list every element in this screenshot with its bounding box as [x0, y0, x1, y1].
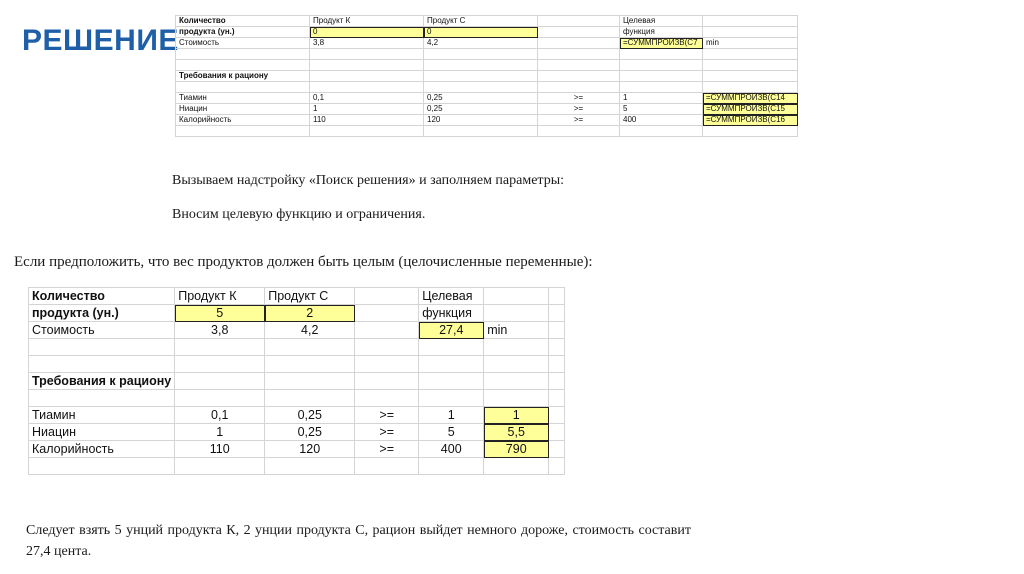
- table-cell: [549, 373, 565, 390]
- table-cell: Ниацин: [29, 424, 175, 441]
- table-cell: [703, 60, 798, 71]
- table-cell: Стоимость: [29, 322, 175, 339]
- table-cell: [484, 373, 549, 390]
- table-row: [29, 390, 565, 407]
- table-cell: [29, 458, 175, 475]
- table-cell: [484, 356, 549, 373]
- table-cell: 1: [484, 407, 549, 424]
- table-cell: 0: [424, 27, 538, 38]
- table-cell: >=: [538, 104, 620, 115]
- table-cell: [538, 16, 620, 27]
- table-cell: [355, 288, 419, 305]
- conclusion-text: Следует взять 5 унций продукта К, 2 унции продукта С, рацион выйдет немного дороже, стоимость составит 27,4 цента.: [26, 523, 691, 559]
- table-cell: [484, 339, 549, 356]
- table-cell: [419, 339, 484, 356]
- table-cell: [549, 288, 565, 305]
- table-cell: [703, 27, 798, 38]
- table-cell: 0,25: [265, 407, 355, 424]
- table-cell: 400: [620, 115, 703, 126]
- table-cell: min: [484, 322, 549, 339]
- table-cell: [355, 390, 419, 407]
- table-cell: [424, 71, 538, 82]
- table-cell: [424, 82, 538, 93]
- table-cell: Продукт К: [310, 16, 424, 27]
- table-cell: Продукт С: [424, 16, 538, 27]
- table-cell: [549, 305, 565, 322]
- table-cell: [175, 373, 265, 390]
- table-cell: функция: [620, 27, 703, 38]
- table-cell: [265, 356, 355, 373]
- table-row: [29, 407, 565, 424]
- table-cell: [29, 390, 175, 407]
- table-cell: [703, 126, 798, 137]
- table-cell: [484, 390, 549, 407]
- table-cell: [703, 16, 798, 27]
- table-cell: 4,2: [265, 322, 355, 339]
- table-cell: [549, 390, 565, 407]
- table-cell: [424, 49, 538, 60]
- table-cell: [419, 373, 484, 390]
- table-row: [29, 305, 565, 322]
- table-cell: продукта (ун.): [29, 305, 175, 322]
- table-cell: Ниацин: [176, 104, 310, 115]
- table-cell: 120: [424, 115, 538, 126]
- table-row: [29, 288, 565, 305]
- table-cell: 400: [419, 441, 484, 458]
- table-cell: [419, 390, 484, 407]
- table-cell: [355, 339, 419, 356]
- table-cell: [29, 339, 175, 356]
- table-cell: >=: [538, 93, 620, 104]
- table-row: [29, 339, 565, 356]
- table-cell: [538, 60, 620, 71]
- table-row: [176, 49, 798, 60]
- table-cell: 1: [419, 407, 484, 424]
- table-cell: [538, 71, 620, 82]
- table-cell: Требования к рациону: [176, 71, 310, 82]
- table-cell: [265, 390, 355, 407]
- table-cell: Продукт С: [265, 288, 355, 305]
- table-cell: [424, 126, 538, 137]
- table-cell: [620, 60, 703, 71]
- table-cell: =СУММПРОИЗВ(C15: [703, 104, 798, 115]
- table-cell: 1: [310, 104, 424, 115]
- table-cell: [549, 356, 565, 373]
- table-cell: [355, 373, 419, 390]
- instruction-text: Вызываем надстройку «Поиск решения» и заполняем параметры:: [172, 173, 564, 188]
- table-row: [29, 373, 565, 390]
- table-cell: [549, 441, 565, 458]
- integer-assumption-text: Если предположить, что вес продуктов должен быть целым (целочисленные переменные):: [14, 254, 593, 270]
- table-row: [29, 356, 565, 373]
- table-cell: Целевая: [620, 16, 703, 27]
- table-cell: Тиамин: [176, 93, 310, 104]
- table-cell: Требования к рациону: [29, 373, 175, 390]
- table-cell: [355, 356, 419, 373]
- table-cell: [538, 38, 620, 49]
- table-cell: 3,8: [175, 322, 265, 339]
- table-cell: [549, 322, 565, 339]
- table-cell: 5,5: [484, 424, 549, 441]
- table-cell: [419, 356, 484, 373]
- table-cell: [355, 458, 419, 475]
- table-cell: [620, 71, 703, 82]
- table-cell: [265, 373, 355, 390]
- table-row: [176, 16, 798, 27]
- table-cell: [538, 126, 620, 137]
- table-cell: 1: [175, 424, 265, 441]
- table-cell: [310, 60, 424, 71]
- table-cell: [175, 339, 265, 356]
- table-cell: 27,4: [419, 322, 484, 339]
- table-cell: [310, 126, 424, 137]
- table-cell: [538, 49, 620, 60]
- table-cell: [620, 126, 703, 137]
- table-cell: 4,2: [424, 38, 538, 49]
- table-cell: 0: [310, 27, 424, 38]
- table-cell: Тиамин: [29, 407, 175, 424]
- table-row: [29, 322, 565, 339]
- table-row: [176, 27, 798, 38]
- table-cell: [176, 126, 310, 137]
- table-cell: 790: [484, 441, 549, 458]
- table-cell: [265, 458, 355, 475]
- table-cell: функция: [419, 305, 484, 322]
- table-cell: >=: [355, 407, 419, 424]
- table-cell: [310, 71, 424, 82]
- table-cell: [176, 49, 310, 60]
- table-cell: [620, 82, 703, 93]
- table-cell: 5: [620, 104, 703, 115]
- table-cell: 110: [175, 441, 265, 458]
- table-cell: >=: [355, 441, 419, 458]
- table-cell: [310, 49, 424, 60]
- table-cell: 5: [175, 305, 265, 322]
- table-cell: 0,1: [310, 93, 424, 104]
- table-cell: Количество: [176, 16, 310, 27]
- table-cell: [549, 458, 565, 475]
- table-cell: [355, 305, 419, 322]
- table-cell: [538, 82, 620, 93]
- table-row: [176, 126, 798, 137]
- table-cell: >=: [355, 424, 419, 441]
- table-cell: [29, 356, 175, 373]
- table-cell: 120: [265, 441, 355, 458]
- table-cell: [355, 322, 419, 339]
- instruction-text-2: Вносим целевую функцию и ограничения.: [172, 207, 426, 222]
- table-row: [176, 115, 798, 126]
- table-cell: 3,8: [310, 38, 424, 49]
- table-row: [176, 71, 798, 82]
- table-row: [176, 38, 798, 49]
- table-cell: 1: [620, 93, 703, 104]
- table-cell: 0,1: [175, 407, 265, 424]
- spreadsheet-initial: [175, 15, 798, 137]
- table-cell: min: [703, 38, 798, 49]
- table-cell: продукта (ун.): [176, 27, 310, 38]
- table-cell: [538, 27, 620, 38]
- table-cell: Количество: [29, 288, 175, 305]
- table-cell: Целевая: [419, 288, 484, 305]
- table-cell: [484, 458, 549, 475]
- table-cell: [703, 71, 798, 82]
- table-cell: [549, 424, 565, 441]
- table-row: [29, 441, 565, 458]
- table-row: [176, 60, 798, 71]
- table-cell: Калорийность: [176, 115, 310, 126]
- table-cell: [175, 458, 265, 475]
- table-cell: [703, 49, 798, 60]
- table-cell: [620, 49, 703, 60]
- table-cell: [549, 407, 565, 424]
- table-cell: [419, 458, 484, 475]
- table-cell: [484, 288, 549, 305]
- table-cell: [310, 82, 424, 93]
- slide-title: РЕШЕНИЕ: [22, 24, 179, 57]
- table-cell: =СУММПРОИЗВ(C16: [703, 115, 798, 126]
- table-cell: [424, 60, 538, 71]
- table-cell: 5: [419, 424, 484, 441]
- table-row: [29, 424, 565, 441]
- table-cell: [176, 82, 310, 93]
- table-cell: [175, 356, 265, 373]
- table-cell: [175, 390, 265, 407]
- table-row: [176, 93, 798, 104]
- table-cell: 0,25: [424, 104, 538, 115]
- table-cell: 110: [310, 115, 424, 126]
- table-row: [176, 104, 798, 115]
- spreadsheet-integer-solution: [28, 287, 565, 475]
- table-cell: [549, 339, 565, 356]
- table-cell: =СУММПРОИЗВ(C14: [703, 93, 798, 104]
- table-cell: Калорийность: [29, 441, 175, 458]
- table-cell: 2: [265, 305, 355, 322]
- table-cell: [176, 60, 310, 71]
- table-row: [176, 82, 798, 93]
- table-cell: =СУММПРОИЗВ(C7: [620, 38, 703, 49]
- table-row: [29, 458, 565, 475]
- table-cell: Стоимость: [176, 38, 310, 49]
- table-cell: 0,25: [265, 424, 355, 441]
- table-cell: [703, 82, 798, 93]
- table-cell: [265, 339, 355, 356]
- table-cell: 0,25: [424, 93, 538, 104]
- table-cell: Продукт К: [175, 288, 265, 305]
- table-cell: >=: [538, 115, 620, 126]
- table-cell: [484, 305, 549, 322]
